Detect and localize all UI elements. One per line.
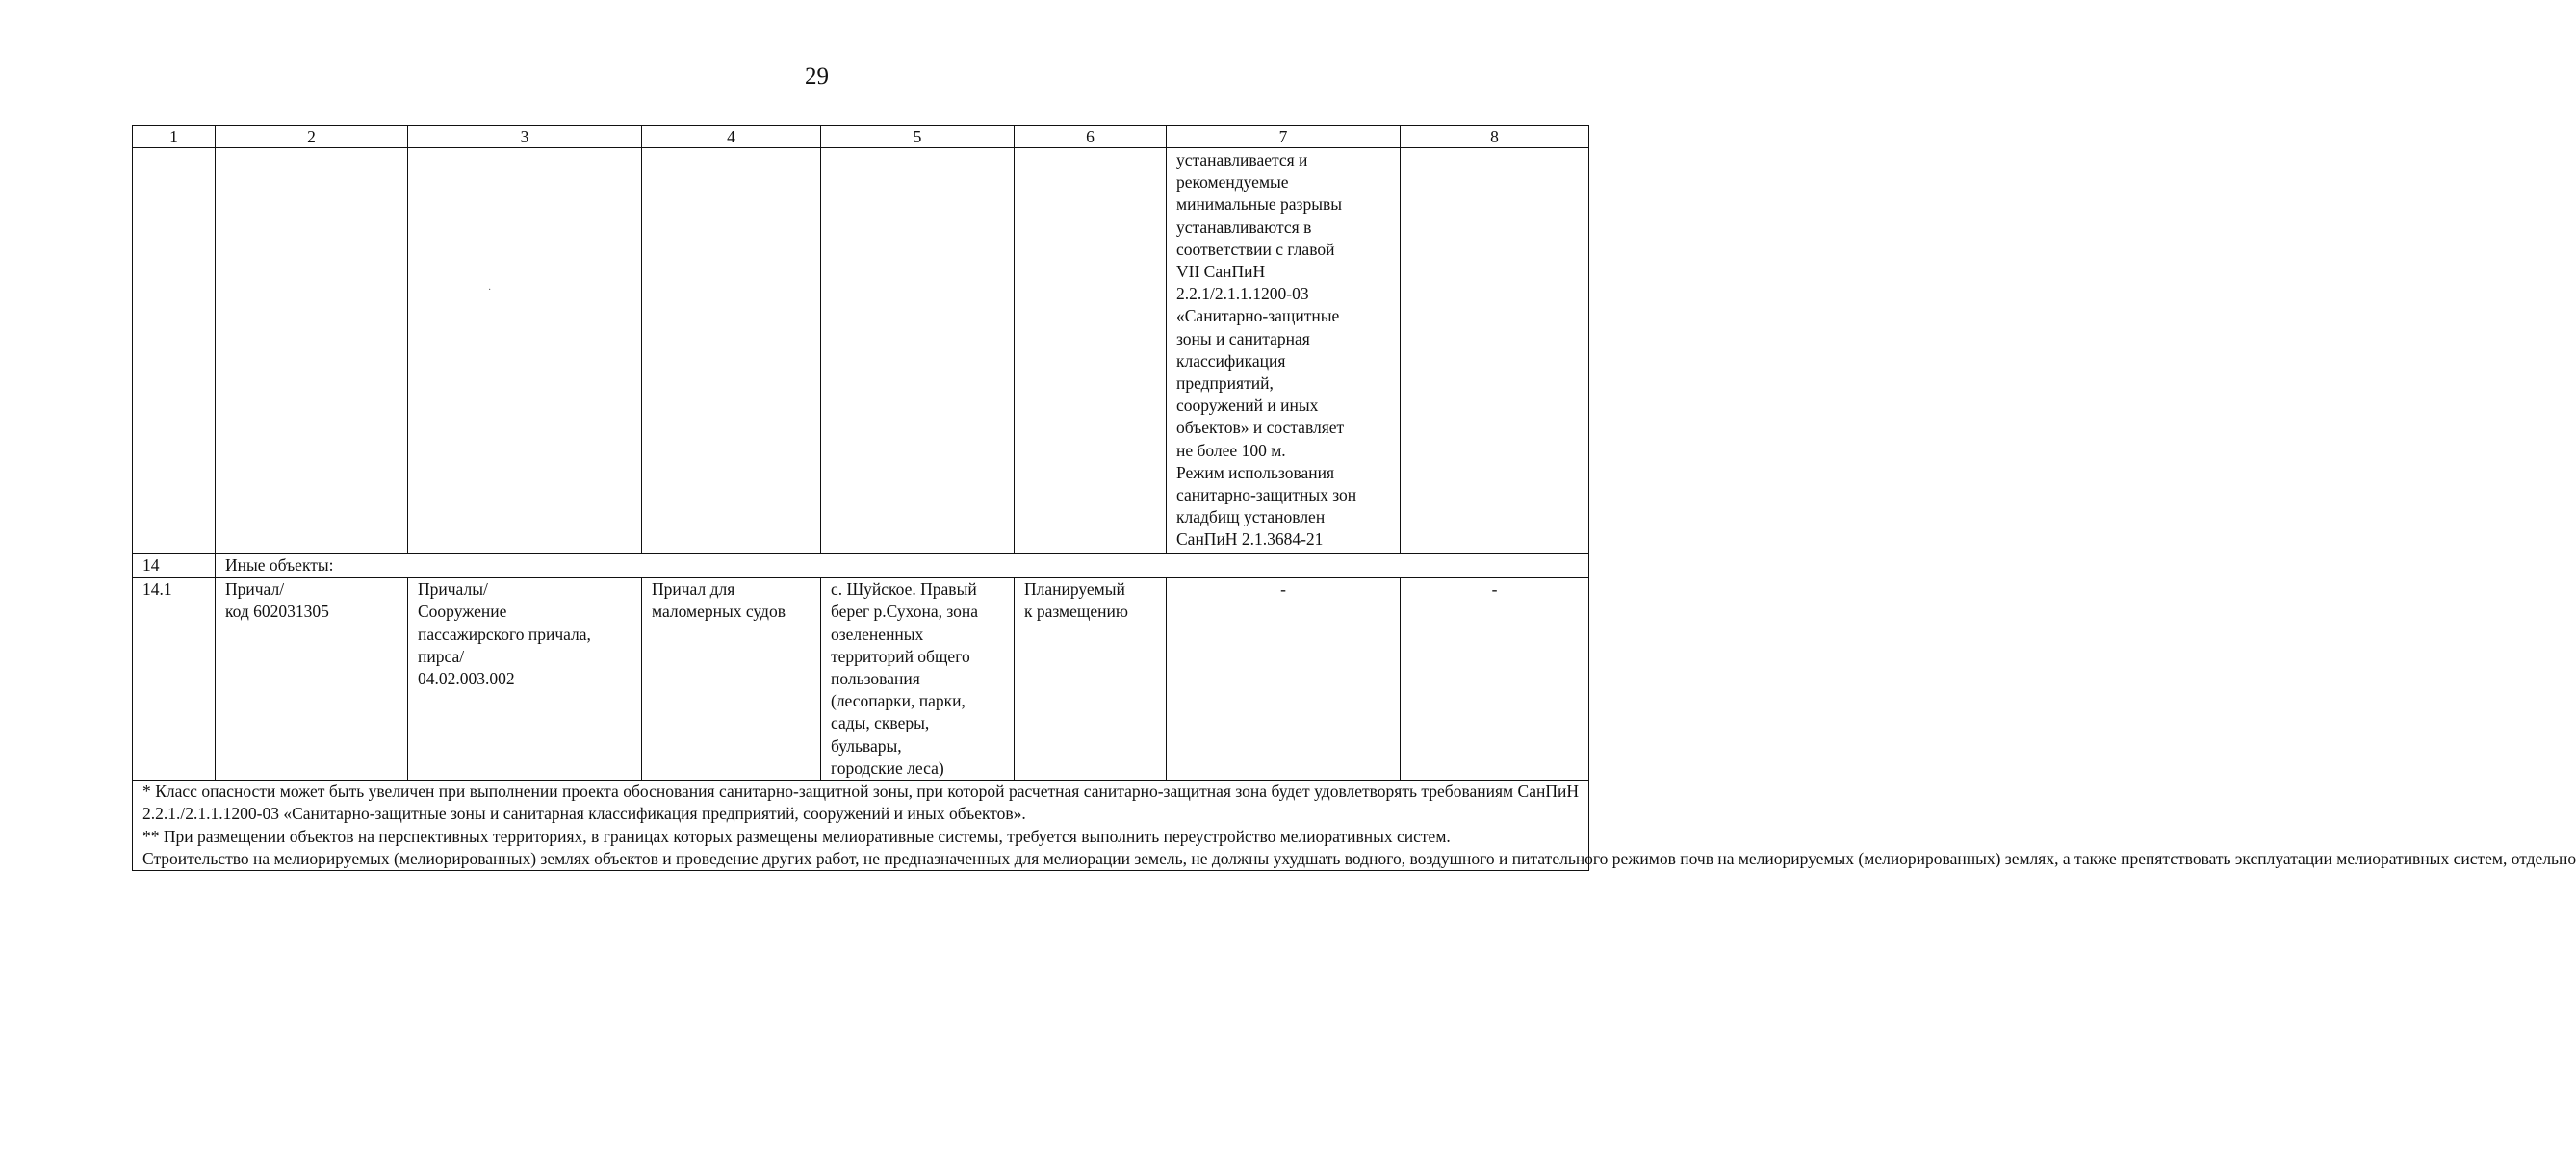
text-line: сооружений и иных (1176, 396, 1319, 416)
zone-cell: - (1167, 578, 1401, 781)
column-number: 1 (133, 126, 216, 148)
text-line: рекомендуемые (1176, 172, 1289, 192)
section-title: Иные объекты: (216, 554, 1589, 578)
text-line: пользования (831, 669, 920, 689)
column-number: 6 (1015, 126, 1167, 148)
text-line: устанавливаются в (1176, 217, 1312, 237)
text-line: зоны и санитарная (1176, 328, 1310, 348)
table-cell (1015, 148, 1167, 554)
page-number: 29 (805, 64, 829, 90)
footnote-construction: Строительство на мелиорируемых (мелиорированных) землях объектов и проведение других работ, не предназначенных для мелиорации земель, не должны ухудшать водного, воздушного и питательного режимов почв на мелиорируемых (мелиорированных) землях, а также препятствовать эксплуатации мелиоративных систем, отдельно (142, 848, 2576, 868)
table-cell (408, 148, 642, 554)
object-name-cell (216, 578, 408, 781)
text-line: озелененных (831, 624, 924, 644)
footnote-melioration: ** При размещении объектов на перспективных территориях, в границах которых размещены мелиоративные системы, требуется выполнить переустройство мелиоративных систем. (142, 826, 1451, 846)
text-line: устанавливается и (1176, 150, 1308, 169)
text-line: 2.2.1/2.1.1.1200-03 (1176, 284, 1309, 304)
footnote-hazard-class: * Класс опасности может быть увеличен при выполнении проекта обоснования санитарно-защитной зоны, при которой расчетная санитарно-защитная зона будет удовлетворять требованиям СанПиН 2.2.1./2.1.1.1200-03 «Санитарно-защитные зоны и санитарная классификация предприятий, сооружений и иных объектов». (142, 782, 1579, 824)
footnotes-cell (133, 781, 2576, 871)
text-line: предприятий, (1176, 373, 1274, 394)
table-row (133, 578, 1589, 781)
text-line: Причал для (652, 579, 735, 600)
text-line: соответствии с главой (1176, 239, 1335, 259)
object-purpose-cell (642, 578, 821, 781)
text-line: Планируемый (1024, 579, 1125, 600)
text-line: Режим использования (1176, 462, 1335, 482)
text-line: кладбищ установлен (1176, 507, 1326, 527)
table-cell (216, 148, 408, 554)
footnotes-row (133, 781, 1589, 871)
column-number: 4 (642, 126, 821, 148)
object-type-cell (408, 578, 642, 781)
text-line: Сооружение (418, 602, 507, 622)
column-number: 7 (1167, 126, 1401, 148)
text-line: маломерных судов (652, 602, 786, 622)
text-line: Причалы/ (418, 579, 488, 600)
text-line: «Санитарно-защитные (1176, 306, 1340, 326)
column-number: 5 (821, 126, 1015, 148)
table-cell (133, 148, 216, 554)
text-line: код 602031305 (225, 602, 329, 622)
item-number: 14.1 (133, 578, 216, 781)
column-number: 3 (408, 126, 642, 148)
text-line: пирса/ (418, 646, 465, 666)
notes-cell: - (1401, 578, 1589, 781)
text-line: Причал/ (225, 579, 285, 600)
text-line: классификация (1176, 350, 1286, 371)
text-line: с. Шуйское. Правый (831, 579, 977, 600)
text-line: городские леса) (831, 757, 944, 778)
section-row (133, 554, 1589, 578)
table-cell (1401, 148, 1589, 554)
table-cell (821, 148, 1015, 554)
section-number: 14 (133, 554, 216, 578)
text-line: пассажирского причала, (418, 624, 591, 644)
status-cell (1015, 578, 1167, 781)
sanitary-zone-text-cell (1167, 148, 1401, 554)
text-line: берег р.Сухона, зона (831, 602, 979, 622)
text-line: территорий общего (831, 646, 970, 666)
stray-mark: · (488, 285, 492, 295)
text-line: бульвары, (831, 735, 902, 756)
text-line: не более 100 м. (1176, 440, 1286, 460)
continuation-row (133, 148, 1589, 554)
text-line: к размещению (1024, 602, 1128, 622)
text-line: (лесопарки, парки, (831, 691, 966, 711)
text-line: сады, скверы, (831, 713, 930, 733)
text-line: СанПиН 2.1.3684-21 (1176, 529, 1324, 550)
column-number-row (133, 126, 1589, 148)
document-table (132, 125, 2576, 871)
column-number: 8 (1401, 126, 1589, 148)
location-cell (821, 578, 1015, 781)
text-line: VII СанПиН (1176, 262, 1266, 282)
text-line: минимальные разрывы (1176, 194, 1342, 215)
text-line: 04.02.003.002 (418, 669, 515, 689)
column-number: 2 (216, 126, 408, 148)
text-line: санитарно-защитных зон (1176, 485, 1357, 505)
text-line: объектов» и составляет (1176, 418, 1345, 438)
table-cell (642, 148, 821, 554)
